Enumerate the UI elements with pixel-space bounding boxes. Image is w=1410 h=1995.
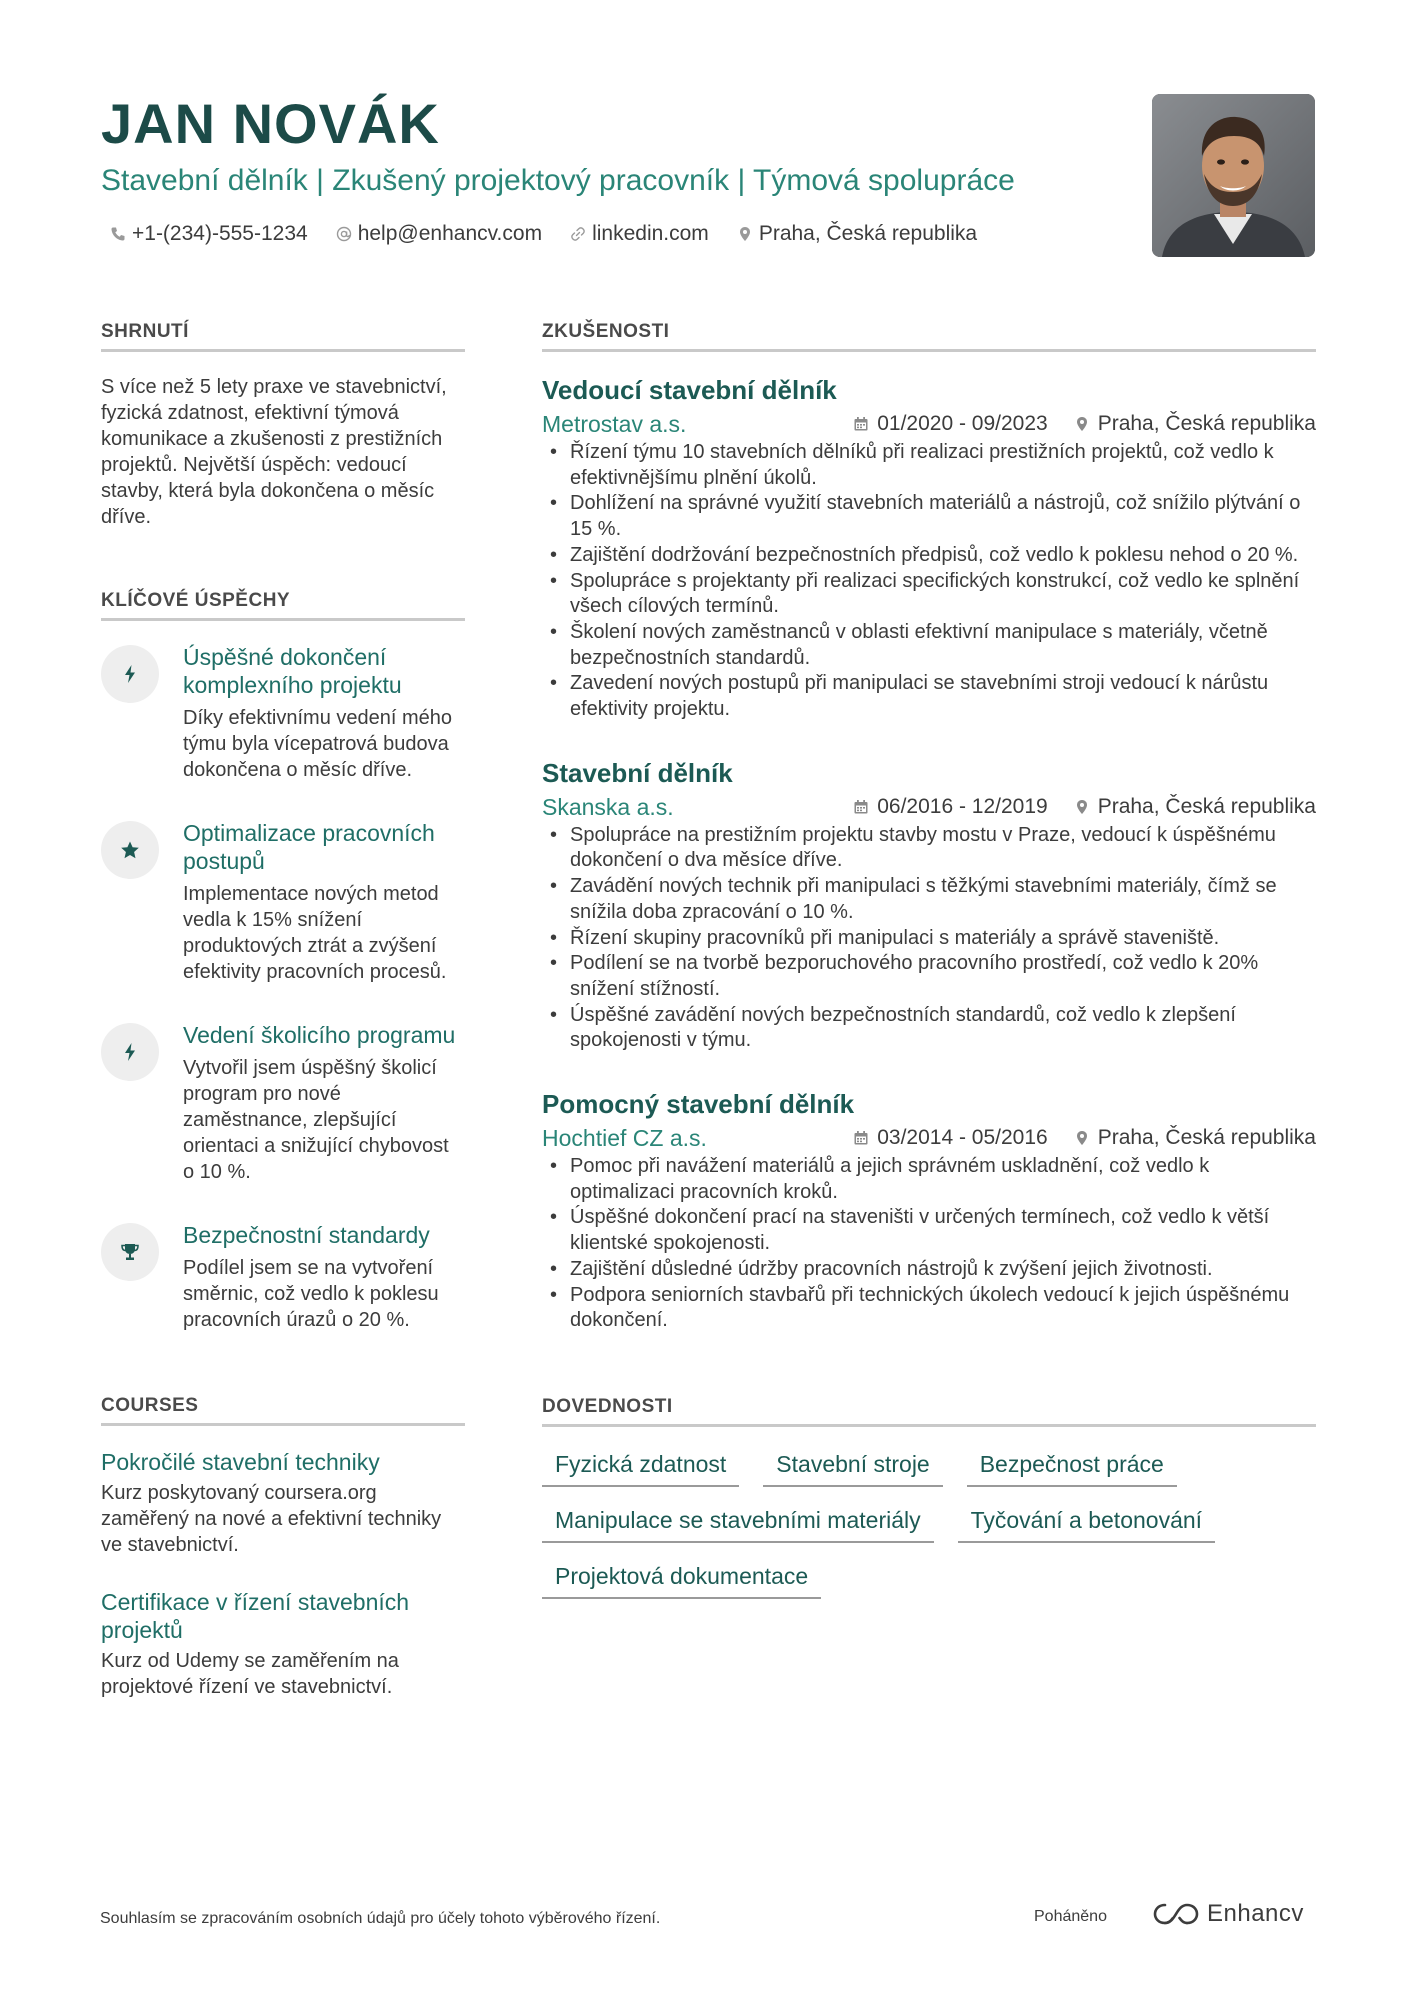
location-pin-icon [1074,416,1090,432]
skill-tag: Projektová dokumentace [542,1561,821,1599]
job-bullet: • Školení nových zaměstnanců v oblasti efektivní manipulace s materiály, včetně bezpečnostních standardů. [570,620,1316,671]
bolt-icon [120,1042,140,1062]
skill-tag: Stavební stroje [763,1449,942,1487]
job-bullets [542,440,1316,723]
job-dates [853,1124,1047,1152]
headline: Stavební dělník | Zkušený projektový pracovník | Týmová spolupráce [101,164,1015,197]
job-bullet: • Řízení týmu 10 stavebních dělníků při realizaci prestižních projektů, což vedlo k efektivnějšímu plnění úkolů. [570,440,1316,491]
consent-note: Souhlasím se zpracováním osobních údajů pro účely tohoto výběrového řízení. [100,1910,661,1927]
job-title: Pomocný stavební dělník [542,1089,855,1120]
job-bullet: • Dohlížení na správné využití stavebních materiálů a nástrojů, což snížilo plýtvání o 15 %. [570,491,1316,542]
job-bullet: • Zajištění důsledné údržby pracovních nástrojů k zvýšení jejich životnosti. [570,1257,1316,1283]
course-title: Certifikace v řízení stavebních projektů [101,1589,410,1643]
powered-by-label: Poháněno [1034,1908,1107,1925]
achievement-desc: Vytvořil jsem úspěšný školicí program pro nové zaměstnance, zlepšující orientaci a snižující chybovost o 10 %. [183,1057,449,1183]
job-location [1074,793,1316,821]
job-bullet: • Úspěšné dokončení prací na staveništi v určených termínech, což vedlo k větší klientské spokojenosti. [570,1205,1316,1256]
job-title: Stavební dělník [542,757,733,788]
job-bullet: • Zavádění nových technik při manipulaci s těžkými stavebními materiály, čímž se snížila doba zpracování o 10 %. [570,874,1316,925]
job-bullet: • Podpora seniorních stavbařů při technických úkolech vedoucí k jejich úspěšnému dokončení. [570,1283,1316,1334]
job-location [1074,1124,1316,1152]
achievement-item [101,1021,465,1185]
calendar-icon [853,1130,869,1146]
location-text: Praha, Česká republika [758,222,978,245]
job-dates [853,410,1047,438]
achievements-heading: KLÍČOVÉ ÚSPĚCHY [101,590,465,621]
brand-name: Enhancv [1207,1900,1304,1927]
skills-list [542,1449,1316,1599]
job-bullet: • Zavedení nových postupů při manipulaci se stavebními stroji vedoucí k nárůstu efektivity projektu. [570,671,1316,722]
location-pin-icon [1074,799,1090,815]
course-title: Pokročilé stavební techniky [101,1449,380,1475]
job-entry [542,374,1316,723]
job-bullet: • Úspěšné zavádění nových bezpečnostních standardů, což vedlo k zlepšení spokojenosti v týmu. [570,1003,1316,1054]
job-meta [542,1124,1316,1152]
achievement-desc: Podílel jsem se na vytvoření směrnic, což vedlo k poklesu pracovních úrazů o 20 %. [183,1257,439,1331]
job-location-text: Praha, Česká republika [1097,794,1316,818]
skills-heading: DOVEDNOSTI [542,1396,1316,1427]
calendar-icon [853,416,869,432]
calendar-icon [853,799,869,815]
achievement-desc: Díky efektivnímu vedení mého týmu byla vícepatrová budova dokončena o měsíc dříve. [183,707,453,781]
job-dates-text: 01/2020 - 09/2023 [877,412,1048,435]
company-name: Skanska a.s. [542,793,674,820]
right-column [542,321,1316,1599]
job-meta [542,793,1316,821]
course-item [101,1588,465,1700]
job-location [1074,410,1316,438]
achievement-item [101,643,465,783]
candidate-name: JAN NOVÁK [101,92,440,155]
job-bullet: • Pomoc při navážení materiálů a jejich správném uskladnění, což vedlo k optimalizaci pracovních kroků. [570,1154,1316,1205]
left-column [101,321,465,1730]
profile-photo [1152,94,1315,257]
job-bullet: • Spolupráce s projektanty při realizaci specifických konstrukcí, což vedlo ke splnění všech cílových termínů. [570,569,1316,620]
job-entry [542,1088,1316,1334]
job-bullets [542,823,1316,1054]
company-name: Metrostav a.s. [542,411,687,437]
skill-tag: Fyzická zdatnost [542,1449,739,1487]
achievement-title: Optimalizace pracovních postupů [183,820,435,874]
job-title: Vedoucí stavební dělník [542,375,837,405]
linkedin-text: linkedin.com [592,222,709,245]
job-bullet: • Řízení skupiny pracovníků při manipulaci s materiály a správě staveniště. [570,926,1316,952]
experience-heading: ZKUŠENOSTI [542,321,1316,352]
profile-photo-illustration [1152,94,1315,257]
bolt-icon [120,664,140,684]
summary-text: S více než 5 lety praxe ve stavebnictví, fyzická zdatnost, efektivní týmová komunikace a zkušenosti z prestižních projektů. Největší úspěch: vedoucí stavby, která byla dokončena o měsíc dříve. [101,376,447,528]
contact-email[interactable] [336,220,542,248]
location-pin-icon [1074,1130,1090,1146]
location-pin-icon [737,226,753,242]
job-bullet: • Podílení se na tvorbě bezporuchového pracovního prostředí, což vedlo k 20% snížení stížností. [570,951,1316,1002]
courses-heading: COURSES [101,1395,465,1426]
infinity-logo-icon [1153,1901,1199,1927]
enhancv-logo[interactable] [1153,1900,1304,1928]
phone-icon [110,226,126,242]
achievement-icon-wrap [101,645,159,703]
trophy-icon [120,1242,140,1262]
skill-tag: Tyčování a betonování [958,1505,1215,1543]
achievement-title: Úspěšné dokončení komplexního projektu [183,644,402,698]
achievement-item [101,1221,465,1333]
job-meta [542,410,1316,438]
course-item [101,1448,465,1558]
company-name: Hochtief CZ a.s. [542,1125,707,1152]
job-bullet: • Spolupráce na prestižním projektu stavby mostu v Praze, vedoucí k úspěšnému dokončení o dva měsíce dříve. [570,823,1316,874]
job-bullets [542,1154,1316,1334]
job-bullet: • Zajištění dodržování bezpečnostních předpisů, což vedlo k poklesu nehod o 20 %. [570,543,1316,569]
skill-tag: Bezpečnost práce [967,1449,1177,1487]
achievement-icon-wrap [101,1223,159,1281]
achievement-icon-wrap [101,1023,159,1081]
job-entry [542,757,1316,1054]
achievement-title: Vedení školicího programu [183,1022,456,1048]
achievement-title: Bezpečnostní standardy [183,1222,430,1248]
contact-location [737,220,977,248]
email-text: help@enhancv.com [357,222,543,245]
achievement-icon-wrap [101,821,159,879]
contact-bar [110,220,977,248]
phone-text: +1-(234)-555-1234 [132,222,308,245]
job-location-text: Praha, Česká republika [1097,412,1316,435]
course-desc: Kurz poskytovaný coursera.org zaměřený na nové a efektivní techniky ve stavebnictví. [101,1482,442,1556]
job-location-text: Praha, Česká republika [1097,1126,1316,1150]
course-desc: Kurz od Udemy se zaměřením na projektové řízení ve stavebnictví. [101,1650,399,1698]
star-icon [120,840,140,860]
summary-heading: SHRNUTÍ [101,321,465,352]
job-dates [853,793,1047,821]
contact-linkedin[interactable] [570,220,709,248]
contact-phone[interactable] [110,220,308,248]
achievement-item [101,819,465,985]
link-icon [570,226,586,242]
job-dates-text: 06/2016 - 12/2019 [877,794,1048,818]
at-icon [336,226,352,242]
achievement-desc: Implementace nových metod vedla k 15% snížení produktových ztrát a zvýšení efektivity pracovních procesů. [183,883,447,983]
skill-tag: Manipulace se stavebními materiály [542,1505,934,1543]
job-dates-text: 03/2014 - 05/2016 [877,1126,1048,1150]
